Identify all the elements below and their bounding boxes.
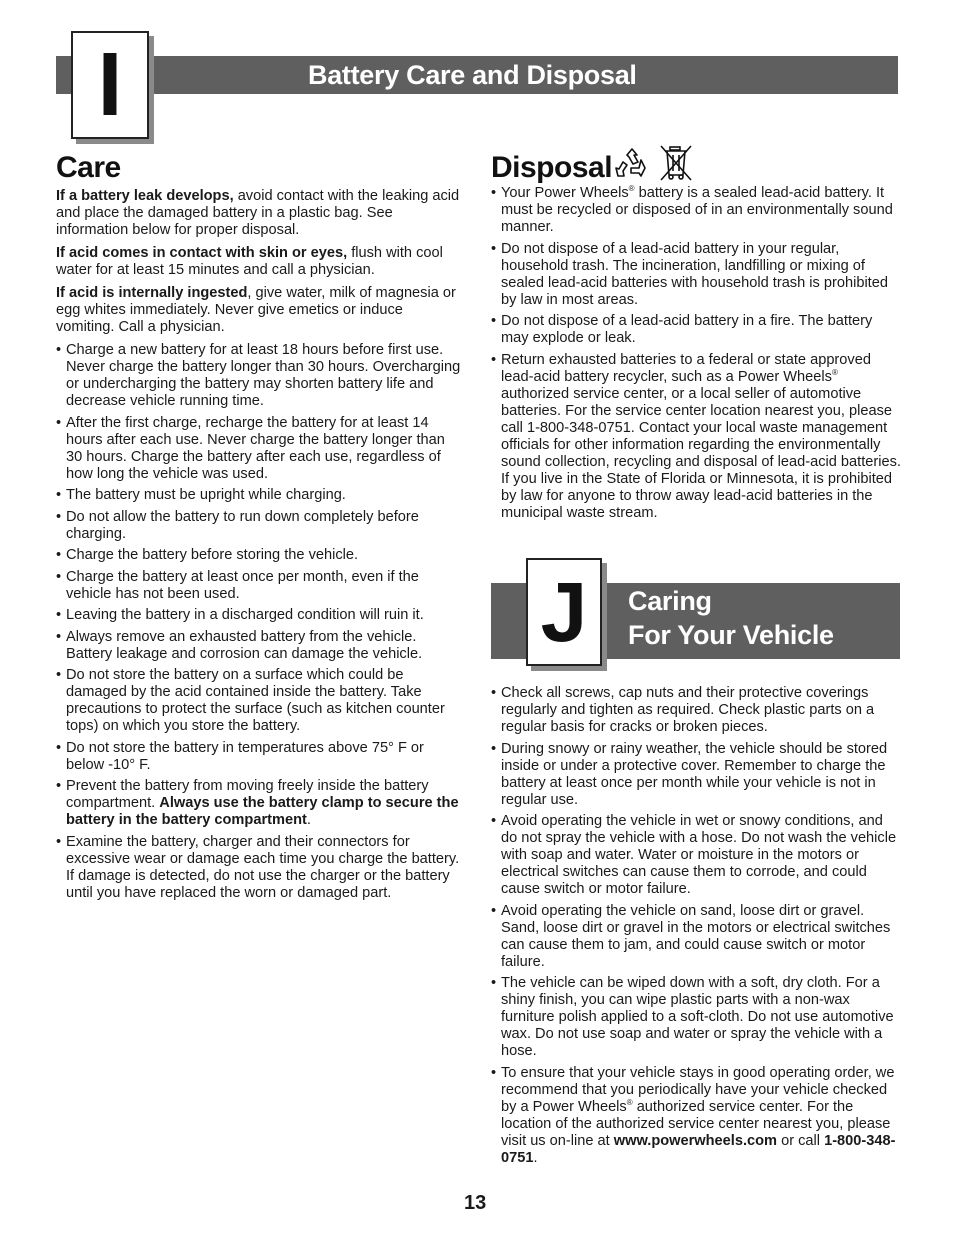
vehicle-list-item: • Check all screws, cap nuts and their protective coverings regularly and tighten as required. Check plastic parts on a regular basis for cracks or broken pieces. [491,685,903,736]
vehicle-list-item: • During snowy or rainy weather, the vehicle should be stored inside or under a protective cover. Remember to charge the battery at least once per month while your vehicle is not in regular use. [491,741,903,809]
section-j-title-line2: For Your Vehicle [628,620,834,650]
disposal-column [491,185,903,526]
disposal-list-item: • Do not dispose of a lead-acid battery in a fire. The battery may explode or leak. [491,313,903,347]
section-i-title: Battery Care and Disposal [308,60,637,90]
disposal-list-item: • Return exhausted batteries to a federal or state approved lead-acid battery recycler, such as a Power Wheels® authorized service center, or a local seller of automotive batteries. For the service center location nearest you, please call 1-800-348-0751. Contact your local waste management officials for other information regarding the environmentally sound collection, recycling and disposal of lead-acid batteries. If you live in the State of Florida or Minnesota, it is prohibited by law for anyone to throw away lead-acid batteries in the municipal waste stream. [491,352,903,522]
care-paragraph-ingested: If acid is internally ingested, give water, milk of magnesia or egg whites immediately. Never give emetics or induce vomiting. Call a physician. [56,285,456,335]
section-i-letter-box [71,31,149,139]
crossed-out-bin-icon [658,143,694,183]
care-list [56,342,464,902]
phone-number: 1-800-348-0751 [501,1132,896,1166]
disposal-list-item: • Your Power Wheels® battery is a sealed lead-acid battery. It must be recycled or disposed of in an environmentally sound manner. [491,185,903,236]
page-number: 13 [464,1192,487,1214]
care-list-item: • Do not store the battery in temperatures above 75° F or below -10° F. [56,740,464,774]
section-i-letter: I [97,35,123,135]
care-list-item: • After the first charge, recharge the battery for at least 14 hours after each use. Never charge the battery longer than 30 hours. Charge the battery after each use, regardless of how long the vehicle was used. [56,415,464,483]
care-list-item: • Do not allow the battery to run down completely before charging. [56,509,464,543]
section-i-band [56,56,898,94]
section-j-letter-box [526,558,602,666]
website-link: www.powerwheels.com [613,1132,778,1149]
care-list-item: • Prevent the battery from moving freely inside the battery compartment. Always use the battery clamp to secure the battery in the battery compartment. [56,778,464,829]
vehicle-column [491,685,903,1171]
care-paragraph-leak: If a battery leak develops, avoid contact with the leaking acid and place the damaged battery in a plastic bag. See information below for proper disposal. [56,188,460,238]
vehicle-list-item: • To ensure that your vehicle stays in good operating order, we recommend that you periodically have your vehicle checked by a Power Wheels® authorized service center. For the location of the authorized service center nearest you, please visit us on-line at www.powerwheels.com or call 1-800-348-0751. [491,1065,903,1167]
care-list-item: • Do not store the battery on a surface which could be damaged by the acid contained inside the battery. Take precautions to protect the surface (such as kitchen counter tops) on which you store the battery. [56,667,464,735]
disposal-list [491,185,903,522]
care-list-item: • Examine the battery, charger and their connectors for excessive wear or damage each time you charge the battery. If damage is detected, do not use the charger or the battery until you have replaced the worn or damaged part. [56,834,464,902]
care-list-item: • Charge a new battery for at least 18 hours before first use. Never charge the battery longer than 30 hours. Overcharging or undercharging the battery may shorten battery life and decrease vehicle running time. [56,342,464,410]
care-list-item: • Charge the battery before storing the vehicle. [56,547,464,564]
section-j-letter: J [540,565,588,659]
vehicle-list-item: • The vehicle can be wiped down with a soft, dry cloth. For a shiny finish, you can wipe plastic parts with a non-wax furniture polish applied to a soft-cloth. Do not use automotive wax. Do not use soap and water or spray the vehicle with a hose. [491,975,903,1060]
disposal-heading: Disposal [491,151,613,184]
care-list-item: • Always remove an exhausted battery from the vehicle. Battery leakage and corrosion can damage the vehicle. [56,629,464,663]
care-list-item: • The battery must be upright while charging. [56,487,464,504]
vehicle-list [491,685,903,1167]
care-paragraph-skin: If acid comes in contact with skin or eyes, flush with cool water for at least 15 minutes and call a physician. [56,245,443,278]
care-heading: Care [56,151,121,184]
recycle-icon [614,146,650,182]
care-list-item: • Charge the battery at least once per month, even if the vehicle has not been used. [56,569,464,603]
disposal-list-item: • Do not dispose of a lead-acid battery in your regular, household trash. The incineration, landfilling or mixing of sealed lead-acid batteries with household trash is prohibited by law in most areas. [491,241,903,309]
vehicle-list-item: • Avoid operating the vehicle on sand, loose dirt or gravel. Sand, loose dirt or gravel in the motors or electrical switches can cause them to jam, and could cause switch or motor failure. [491,903,903,971]
section-j-title-line1: Caring [628,586,712,616]
care-column [56,188,464,906]
care-list-item: • Leaving the battery in a discharged condition will ruin it. [56,607,464,624]
vehicle-list-item: • Avoid operating the vehicle in wet or snowy conditions, and do not spray the vehicle with a hose. Do not wash the vehicle with soap and water. Water or moisture in the motors or electrical switches can cause them to corrode, and could cause switch or motor failure. [491,813,903,898]
